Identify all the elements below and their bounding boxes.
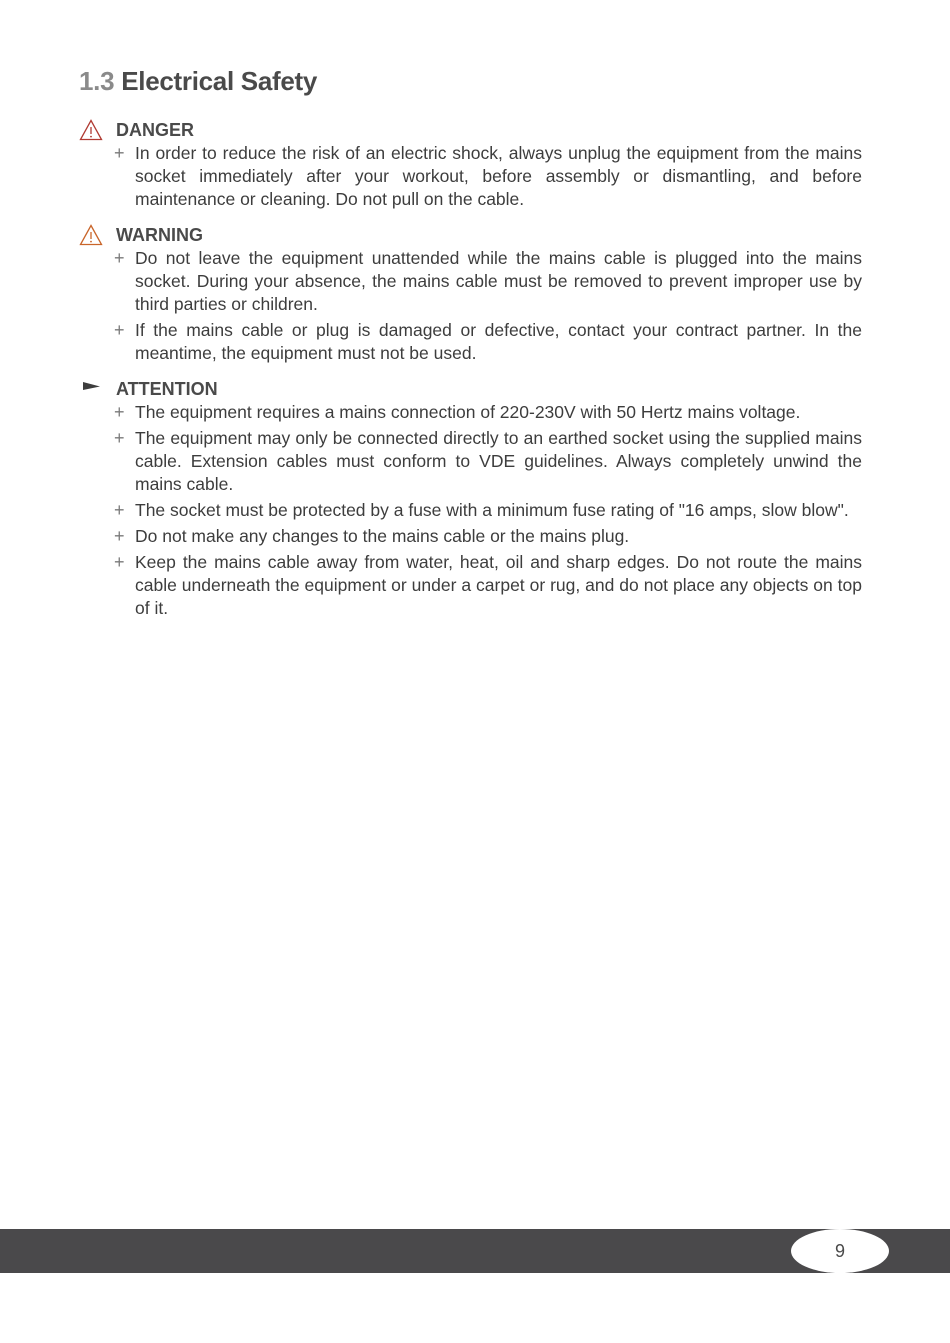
list-item-text: In order to reduce the risk of an electric shock, always unplug the equipment from the mains socket immediately after your workout, before assembly or dismantling, and before maintenance or cleaning. Do not pull on the cable. [135, 143, 862, 209]
bullet-mark: + [114, 248, 125, 268]
warning-notice [79, 223, 862, 368]
danger-notice [79, 118, 862, 214]
warning-triangle-icon [79, 119, 103, 141]
list-item [114, 142, 862, 211]
list-item [114, 525, 862, 548]
section-title-text: Electrical Safety [121, 66, 318, 96]
bullet-mark: + [114, 526, 125, 546]
warning-notice-header [79, 223, 862, 247]
bullet-mark: + [114, 402, 125, 422]
list-item-text: The socket must be protected by a fuse with a minimum fuse rating of "16 amps, slow blow". [135, 500, 849, 520]
section-number: 1.3 [79, 66, 115, 96]
list-item [114, 401, 862, 424]
bullet-mark: + [114, 500, 125, 520]
list-item [114, 319, 862, 365]
list-item [114, 499, 862, 522]
section-title [79, 66, 317, 97]
bullet-mark: + [114, 552, 125, 572]
danger-notice-header [79, 118, 862, 142]
danger-list [79, 142, 862, 211]
warning-triangle-icon [79, 224, 103, 246]
attention-notice [79, 377, 862, 623]
warning-title: WARNING [116, 225, 203, 245]
danger-title: DANGER [116, 120, 195, 140]
arrow-pointer-icon [79, 378, 103, 400]
list-item-text: The equipment may only be connected directly to an earthed socket using the supplied mains cable. Extension cables must conform to VDE guidelines. Always completely unwind the mains cable. [135, 428, 862, 494]
attention-notice-header [79, 377, 862, 401]
attention-title: ATTENTION [116, 379, 218, 399]
bullet-mark: + [114, 428, 125, 448]
list-item-text: The equipment requires a mains connection of 220-230V with 50 Hertz mains voltage. [135, 402, 801, 422]
page-number: 9 [791, 1229, 889, 1273]
attention-list [79, 401, 862, 620]
list-item-text: Do not make any changes to the mains cable or the mains plug. [135, 526, 630, 546]
bullet-mark: + [114, 320, 125, 340]
list-item [114, 427, 862, 496]
list-item-text: Keep the mains cable away from water, heat, oil and sharp edges. Do not route the mains cable underneath the equipment or under a carpet or rug, and do not place any objects on top of it. [135, 552, 862, 618]
bullet-mark: + [114, 143, 125, 163]
list-item [114, 247, 862, 316]
list-item-text: Do not leave the equipment unattended while the mains cable is plugged into the mains socket. During your absence, the mains cable must be removed to prevent improper use by third parties or children. [135, 248, 862, 314]
list-item-text: If the mains cable or plug is damaged or defective, contact your contract partner. In the meantime, the equipment must not be used. [135, 320, 862, 363]
warning-list [79, 247, 862, 365]
list-item [114, 551, 862, 620]
